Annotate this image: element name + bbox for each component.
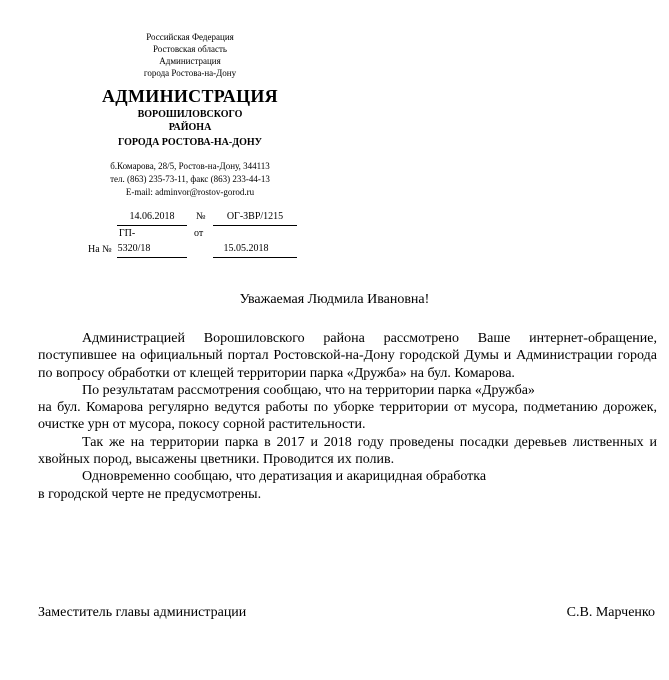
reg-number: ОГ-ЗВР/1215 [226, 211, 284, 222]
ref-label: На № [88, 244, 112, 255]
admin-sub-region: РАЙОНА [168, 122, 212, 133]
ref-number-underline [117, 257, 187, 258]
reg-date: 14.06.2018 [129, 211, 175, 222]
letterhead-administration: Администрация [159, 56, 221, 66]
contact-email: E-mail: adminvor@rostov-gorod.ru [125, 187, 255, 197]
ref-prefix: ГП- [118, 228, 136, 239]
reg-date-underline [117, 225, 187, 226]
body-paragraph-4-first-line: Одновременно сообщаю, что дератизация и акарицидная обработка [82, 469, 487, 485]
ref-number: 5320/18 [117, 243, 151, 254]
body-paragraph-2-first-line: По результатам рассмотрения сообщаю, что на территории парка «Дружба» [82, 382, 535, 398]
letterhead-city: города Ростова-на-Дону [143, 68, 237, 78]
admin-sub-city: ГОРОДА РОСТОВА-НА-ДОНУ [117, 137, 262, 148]
greeting: Уважаемая Людмила Ивановна! [239, 292, 430, 307]
body-paragraph-1: Администрацией Ворошиловского района рассмотрено Ваше интернет-обращение, поступившее на официальный портал Ростовской-на-Дону городской Думы и Администрации города по вопросу обработки от клещей территории парка «Дружба» на бул. Комарова. [38, 331, 657, 381]
body-paragraph-3: Так же на территории парка в 2017 и 2018 году проведены посадки деревьев лиственных и хвойных пород, высажены цветники. Проводится их полив. [38, 434, 657, 468]
signature-position: Заместитель главы администрации [38, 605, 247, 620]
admin-title: АДМИНИСТРАЦИЯ [102, 86, 278, 106]
ref-date: 15.05.2018 [223, 243, 269, 254]
letterhead-country: Российская Федерация [146, 32, 234, 42]
contact-address: б.Комарова, 28/5, Ростов-на-Дону, 344113 [110, 161, 270, 171]
signature-name: С.В. Марченко [566, 605, 655, 620]
ref-from-label: от [194, 228, 204, 239]
reg-number-underline [213, 225, 297, 226]
contact-phone: тел. (863) 235-73-11, факс (863) 233-44-13 [110, 174, 270, 184]
letter-body [38, 330, 657, 503]
body-paragraph-4-second-line: в городской черте не предусмотрены. [38, 486, 262, 502]
body-paragraph-2-rest: на бул. Комарова регулярно ведутся работы по уборке территории от мусора, подметанию дорожек, очистке урн от мусора, покосу сорной растительности. [38, 400, 657, 433]
letterhead-region: Ростовская область [153, 44, 227, 54]
admin-sub-district: ВОРОШИЛОВСКОГО [137, 109, 243, 120]
reg-number-label: № [196, 211, 206, 222]
ref-date-underline [213, 257, 297, 258]
